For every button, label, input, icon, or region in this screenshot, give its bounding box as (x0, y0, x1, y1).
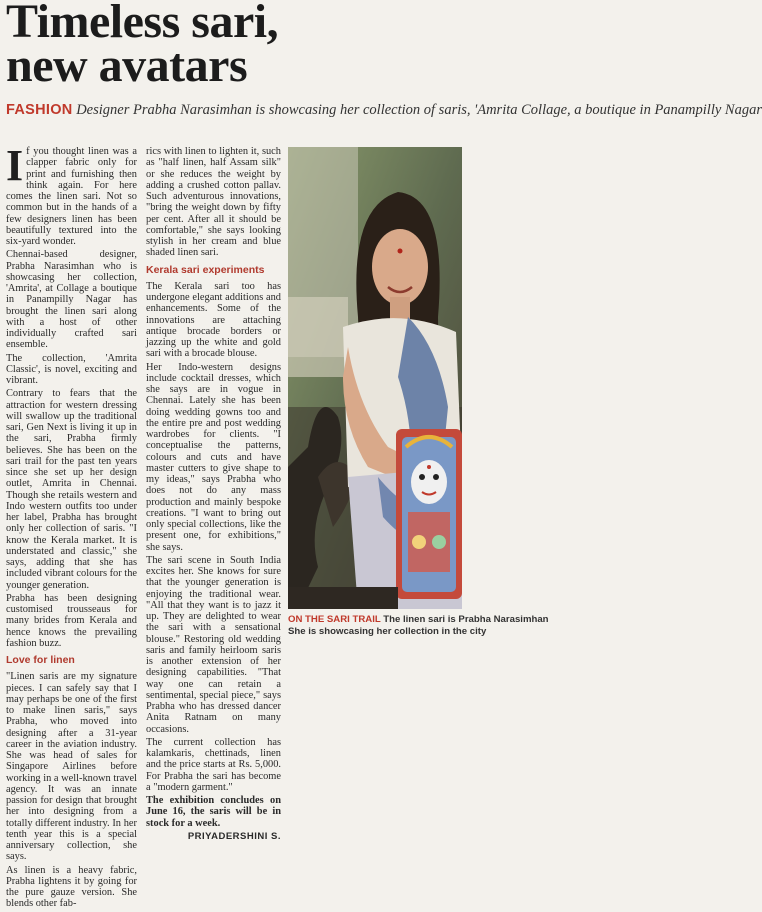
article-column-1 (6, 141, 138, 912)
subhead-love-for-linen: Love for linen (6, 654, 75, 666)
article-column-2 (146, 146, 281, 842)
paragraph: As linen is a heavy fabric, Prabha lightens it by going for the pure gauze version. She blends other fab- (6, 864, 137, 910)
closing-note: The exhibition concludes on June 16, the saris will be in stock for a week. (146, 795, 281, 829)
subhead-kerala-sari: Kerala sari experiments (146, 263, 265, 276)
caption-text-2: She is showcasing her collection in the city (288, 625, 487, 637)
headline-line-2: new avatars (6, 39, 248, 92)
caption-lead: ON THE SARI TRAIL (288, 614, 381, 625)
section-kicker: FASHION (6, 102, 73, 118)
photo-caption (288, 614, 549, 637)
paragraph: If you thought linen was a clapper fabric only for print and furnishing then think again. For here comes the linen sari. Not so common but in the hands of a few designers linen has been beautifully textured into the six-yard wonder. (6, 141, 137, 247)
paragraph: The sari scene in South India excites her. She knows for sure that the younger generation is enjoying the traditional wear. "All that they want is to jazz it up. They are delighted to wear the sari with a sensational blouse." Restoring old wedding saris and family heirloom saris is another extension of her designing capabilities. "That way one can retain a sentimental, special piece," says Prabha who has dressed dancer Anita Ratnam on many occasions. (146, 554, 281, 735)
paragraph: rics with linen to lighten it, such as "half linen, half Assam silk" or she reduces the weight by adding a crushed cotton pallav. Such adventurous innovations, "bring the weight down by fifty per cent. After all it should be comfortable," she says looking stylish in her cream and blue shaded linen sari. (146, 146, 281, 259)
paragraph: Prabha has been designing customised trousseaus for many brides from Kerala and hence knows the prevailing fashion buzz. (6, 592, 137, 649)
designer-photo (288, 147, 462, 609)
paragraph: The Kerala sari too has undergone elegant additions and enhancements. Some of the innovations are attaching antique brocade borders or jazzing up the white and gold sari with a brocade blouse. (146, 280, 281, 360)
headline (6, 0, 456, 92)
paragraph: The current collection has kalamkaris, chettinads, linen and the price starts at Rs. 5,000. For Prabha the sari has become a "modern garment." (146, 736, 281, 793)
deck-text: Designer Prabha Narasimhan is showcasing her collection of saris, 'Amrita Collage, a boutique in Panampilly Nagar (72, 102, 762, 118)
paragraph: Chennai-based designer, Prabha Narasimhan who is showcasing her collection, 'Amrita', at Collage a boutique in Panampilly Nagar has brought the linen sari along with a host of other individually crafted sari ensemble. (6, 249, 137, 351)
headline-line-1: Timeless sari, (6, 0, 279, 48)
paragraph: Her Indo-western designs include cocktail dresses, which she says are in vogue in Chennai. Lately she has been doing wedding gowns too and the entire pre and post wedding wardrobes for clients. "I conceptualise the patterns, colours and cuts and have master cutters to give shape to my ideas," says Prabha who does not do any mass production and mainly bespoke creations. "I want to bring out only special collections, like the present one, for exhibitions," she says. (146, 361, 281, 553)
paragraph: "Linen saris are my signature pieces. I can safely say that I may perhaps be one of the first to make linen saris," says Prabha, who moved into designing after a 31-year career in the aviation industry. She was head of sales for Singapore Airlines before working in a well-known travel agency. It was an innate passion for design that brought her into designing from a totally different industry. In her tenth year this is a special anniversary collection, she says. (6, 671, 138, 863)
drop-cap: I (6, 141, 24, 190)
caption-text-1: The linen sari is Prabha Narasimhan (380, 614, 549, 625)
byline: PRIYADERSHINI S. (187, 830, 281, 842)
paragraph: The collection, 'Amrita Classic', is novel, exciting and vibrant. (6, 352, 137, 386)
photo-illustration (288, 147, 462, 609)
deck (6, 101, 762, 119)
paragraph: Contrary to fears that the attraction for western dressing will swallow up the traditional sari, Gen Next is living it up in the sari, Prabha firmly believes. She has been on the sari trail for the past ten years since she set up her design outlet, Amrita in Chennai. Though she retails western and Indo western outfits too under her label, Prabha has brought only her collection of saris. "I know the Kerala market. It is understated and classic," she says, adding that she has included vibrant colours for the younger generation. (6, 388, 137, 591)
